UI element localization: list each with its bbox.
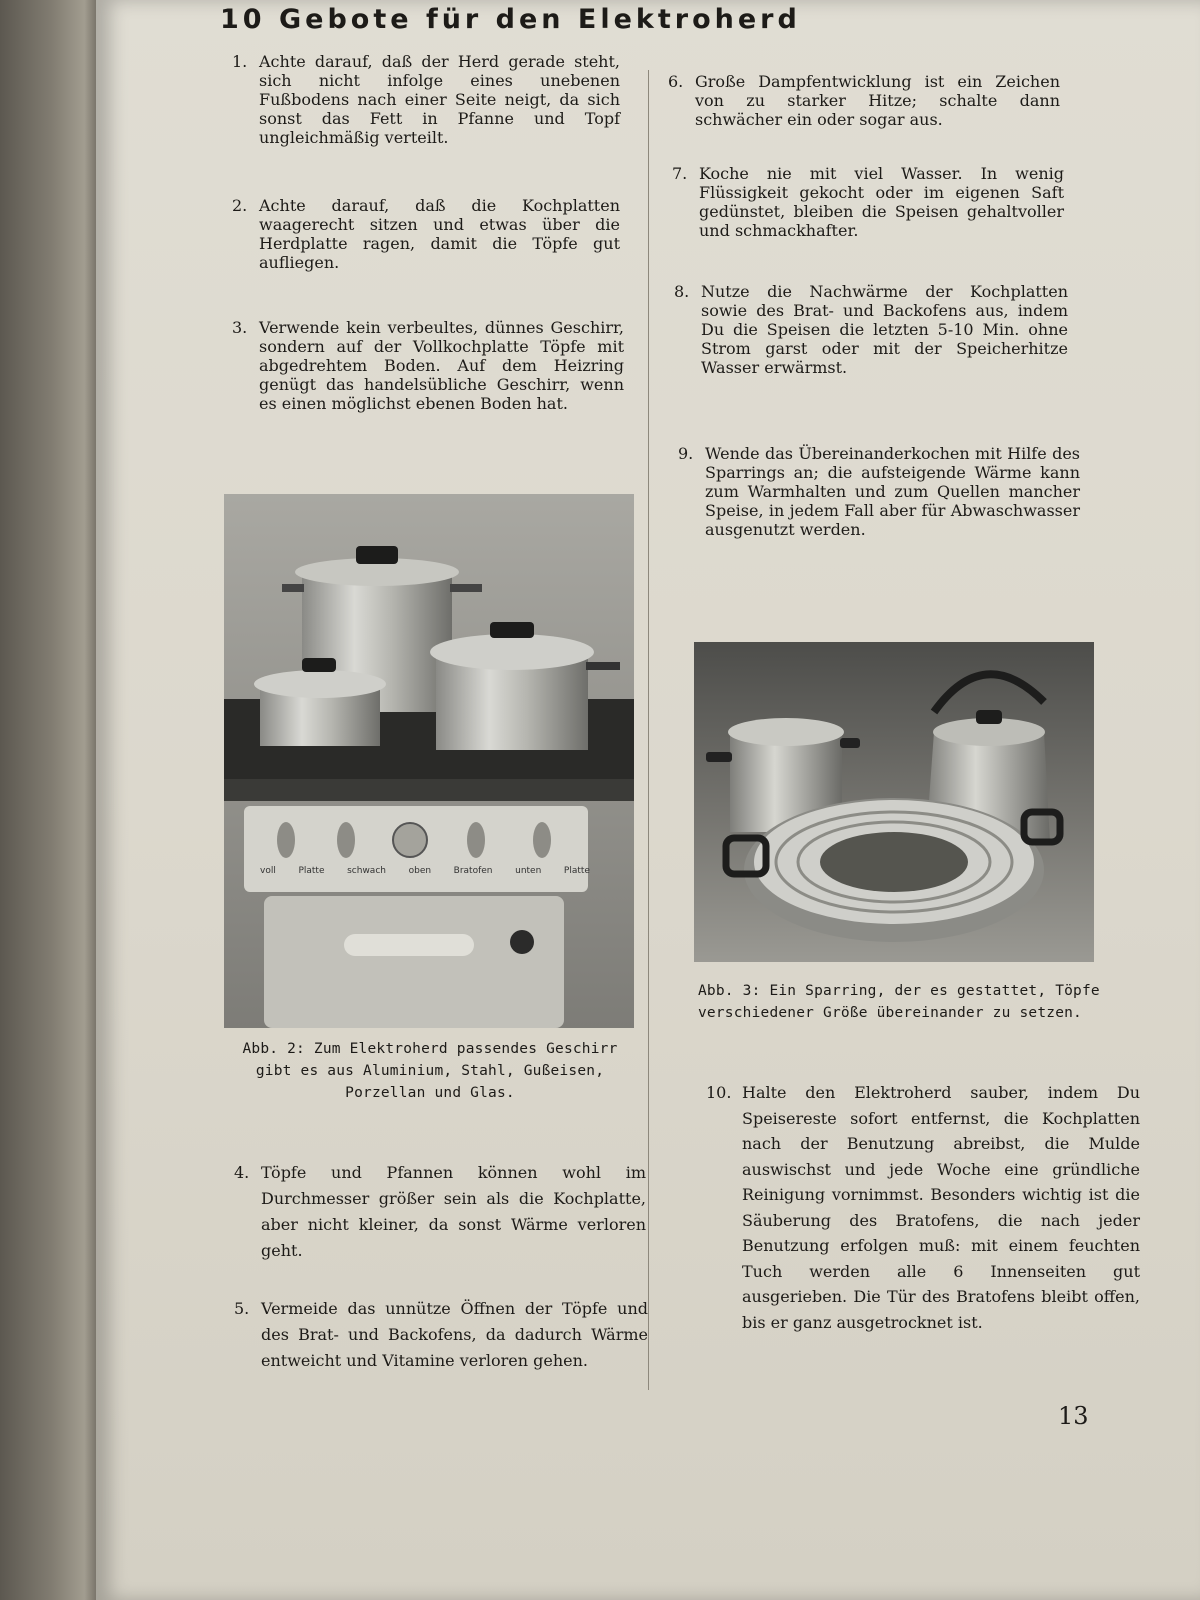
knob-label: voll bbox=[260, 866, 276, 876]
rule-5 bbox=[234, 1296, 648, 1374]
knob-label: schwach bbox=[347, 866, 386, 876]
rule-6 bbox=[668, 72, 1060, 129]
rule-2 bbox=[232, 196, 620, 272]
knob-label: Bratofen bbox=[453, 866, 493, 876]
rule-number: 2. bbox=[232, 196, 248, 215]
sparring-photo bbox=[694, 642, 1094, 962]
rule-number: 7. bbox=[672, 164, 688, 183]
knob-label: Platte bbox=[563, 866, 590, 876]
rule-text: Vermeide das unnütze Öffnen der Töpfe und des Brat- und Backofens, da dadurch Wärme entweicht und Vitamine verloren gehen. bbox=[261, 1299, 648, 1370]
sparring-illustration bbox=[694, 642, 1094, 962]
stove-photo bbox=[224, 494, 634, 1028]
rule-text: Nutze die Nachwärme der Kochplatten sowie des Brat- und Backofens aus, indem Du die Speisen die letzten 5-10 Min. ohne Strom garst oder mit der Speicherhitze Wasser erwärmst. bbox=[701, 282, 1068, 377]
rule-number: 9. bbox=[678, 444, 694, 463]
page-number: 13 bbox=[1058, 1402, 1089, 1430]
knob-label: Platte bbox=[298, 866, 325, 876]
rule-9 bbox=[678, 444, 1080, 539]
rule-text: Halte den Elektroherd sauber, indem Du Speisereste sofort entfernst, die Kochplatten nach der Benutzung abreibst, die Mulde auswischst und jede Woche eine gründliche Reinigung vornimmst. Besonders wichtig ist die Säuberung des Bratofens, die nach jeder Benutzung erfolgen muß: mit einem feuchten Tuch werden alle 6 Innenseiten gut ausgerieben. Die Tür des Bratofens bleibt offen, bis er ganz ausgetrocknet ist. bbox=[742, 1083, 1140, 1332]
rule-number: 6. bbox=[668, 72, 684, 91]
rule-10 bbox=[706, 1080, 1140, 1335]
rule-text: Achte darauf, daß die Kochplatten waagerecht sitzen und etwas über die Herdplatte ragen, damit die Töpfe gut aufliegen. bbox=[259, 196, 620, 272]
rule-text: Koche nie mit viel Wasser. In wenig Flüssigkeit gekocht oder im eigenen Saft gedünstet, bleiben die Speisen gehaltvoller und schmackhafter. bbox=[699, 164, 1064, 240]
figure-3-caption: Abb. 3: Ein Sparring, der es gestattet, Töpfe verschiedener Größe übereinander zu setzen. bbox=[698, 983, 1100, 1021]
rule-text: Große Dampfentwicklung ist ein Zeichen von zu starker Hitze; schalte dann schwächer ein oder sogar aus. bbox=[695, 72, 1060, 129]
rule-number: 5. bbox=[234, 1299, 250, 1318]
knob-label: unten bbox=[515, 866, 542, 876]
rule-text: Achte darauf, daß der Herd gerade steht, sich nicht infolge eines unebenen Fußbodens nach einer Seite neigt, da sich sonst das Fett in Pfanne und Topf ungleichmäßig verteilt. bbox=[259, 52, 620, 147]
rule-number: 10. bbox=[706, 1083, 732, 1102]
stove-illustration bbox=[224, 494, 634, 1028]
rule-text: Verwende kein verbeultes, dünnes Geschirr, sondern auf der Vollkochplatte Töpfe mit abgedrehtem Boden. Auf dem Heizring genügt das handelsübliche Geschirr, wenn es einen möglichst ebenen Boden hat. bbox=[259, 318, 624, 413]
book-spine bbox=[0, 0, 96, 1600]
rule-text: Töpfe und Pfannen können wohl im Durchmesser größer sein als die Kochplatte, aber nicht kleiner, da sonst Wärme verloren geht. bbox=[261, 1163, 646, 1260]
rule-number: 3. bbox=[232, 318, 248, 337]
rule-number: 4. bbox=[234, 1163, 250, 1182]
rule-8 bbox=[674, 282, 1068, 377]
rule-7 bbox=[672, 164, 1064, 240]
rule-number: 1. bbox=[232, 52, 248, 71]
page-title: 10 Gebote für den Elektroherd bbox=[220, 4, 801, 35]
figure-2-caption: Abb. 2: Zum Elektroherd passendes Geschirr gibt es aus Aluminium, Stahl, Gußeisen, Porzellan und Glas. bbox=[242, 1041, 618, 1101]
rule-text: Wende das Übereinanderkochen mit Hilfe des Sparrings an; die aufsteigende Wärme kann zum Warmhalten und zum Quellen mancher Speise, in jedem Fall aber für Abwaschwasser ausgenutzt werden. bbox=[705, 444, 1080, 539]
rule-3 bbox=[232, 318, 624, 413]
rule-1 bbox=[232, 52, 620, 147]
rule-4 bbox=[234, 1160, 646, 1264]
knob-label: oben bbox=[408, 866, 432, 876]
column-divider bbox=[648, 70, 649, 1390]
stove-knob-labels bbox=[260, 866, 590, 876]
rule-number: 8. bbox=[674, 282, 690, 301]
